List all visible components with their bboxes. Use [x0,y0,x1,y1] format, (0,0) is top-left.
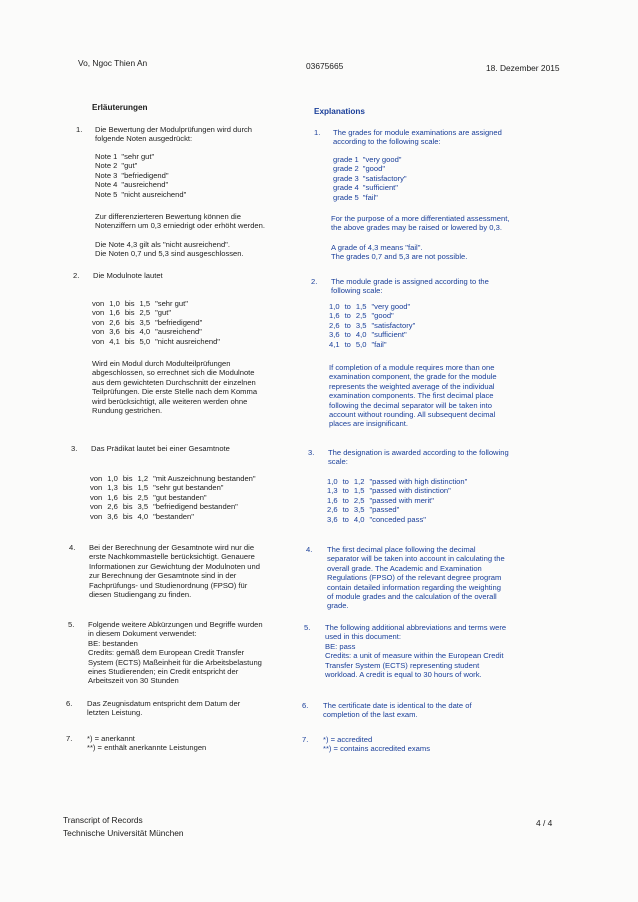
en-s4-number: 4. [306,545,313,554]
table-row: 1,0 to 1,5 "very good" [329,302,411,311]
en-s4-paragraph: The first decimal place following the decimal separator will be taken into account in calculating the overall grade. The Academic and Examination Regulations (FPSO) of the relevant degree program contain detailed information regarding the weighting of module grades and the calculation of the overall grade. [327,545,505,611]
page-number: 4 / 4 [536,818,553,828]
de-grade-row: Note 4 "ausreichend" [95,180,169,190]
table-row: von 3,6 bis 4,0 "ausreichend" [92,327,202,337]
de-grade-row: Note 5 "nicht ausreichend" [95,189,187,199]
de-s6-number: 6. [66,699,73,708]
de-s5-paragraph: Folgende weitere Abkürzungen und Begriffe wurden in diesem Dokument verwendet: BE: bestanden Credits: gemäß dem European Credit Transfer System (ECTS) Maßeinheit für die Arbeitsbelastung eines Studierenden; ein Credit entspricht der Arbeitszeit von 30 Stunden [88,620,263,686]
de-s4-number: 4. [69,543,76,552]
en-s1-number: 1. [314,128,321,137]
de-grade-row: Note 1 "sehr gut" [95,152,155,161]
table-row: von 1,6 bis 2,5 "gut" [92,308,172,318]
en-grade-list [333,155,411,202]
de-s2-intro: Die Modulnote lautet [93,271,163,280]
de-s5-number: 5. [68,620,75,629]
de-s2-number: 2. [73,271,80,280]
table-row: 3,6 to 4,0 "sufficient" [329,330,407,340]
table-row: von 3,6 bis 4,0 "bestanden" [90,511,194,521]
en-s3-number: 3. [308,448,315,457]
table-row: von 1,3 bis 1,5 "sehr gut bestanden" [90,483,224,493]
de-s1-paragraph-1: Zur differenzierteren Bewertung können die Notenziffern um 0,3 erniedrigt oder erhöht werden. [95,212,265,231]
en-s3-intro: The designation is awarded according to the following scale: [328,448,509,467]
de-grade-row: Note 3 "befriedigend" [95,170,169,180]
table-row: 1,3 to 1,5 "passed with distinction" [327,486,451,496]
table-row: von 1,0 bis 1,5 "sehr gut" [92,299,188,308]
de-grade-list [95,152,190,199]
footer-university: Technische Universität München [63,828,184,838]
en-s2-number: 2. [311,277,318,286]
table-row: 2,6 to 3,5 "satisfactory" [329,320,416,330]
table-row: 4,1 to 5,0 "fail" [329,339,387,349]
table-row: von 2,6 bis 3,5 "befriedigend" [92,317,203,327]
en-grade-row: grade 4 "sufficient" [333,183,398,193]
en-s1-paragraph-1: For the purpose of a more differentiated assessment, the above grades may be raised or lowered by 0,3. [331,214,510,233]
table-row: 1,0 to 1,2 "passed with high distinction" [327,477,468,486]
table-row: von 2,6 bis 3,5 "befriedigend bestanden" [90,502,238,512]
de-module-grade-table [92,299,225,346]
footer-document-type: Transcript of Records [63,815,143,825]
student-id: 03675665 [306,61,344,71]
de-s7-paragraph: *) = anerkannt **) = enthält anerkannte Leistungen [87,734,207,753]
en-s6-paragraph: The certificate date is identical to the date of completion of the last exam. [323,701,472,720]
german-title: Erläuterungen [92,103,148,112]
de-s4-paragraph: Bei der Berechnung der Gesamtnote wird nur die erste Nachkommastelle berücksichtigt. Genauere Informationen zur Gewichtung der Modulnoten und zur Berechnung der Gesamtnote sind in der Fachprüfungs- und Studienordnung (FPSO) für diesen Studiengang zu finden. [89,543,260,600]
table-row: von 4,1 bis 5,0 "nicht ausreichend" [92,336,221,346]
en-grade-row: grade 2 "good" [333,164,386,174]
en-s1-intro: The grades for module examinations are assigned according to the following scale: [333,128,502,147]
table-row: 2,6 to 3,5 "passed" [327,505,400,515]
en-s2-intro: The module grade is assigned according to the following scale: [331,277,489,296]
en-s7-paragraph: *) = accredited **) = contains accredited exams [323,735,430,754]
en-grade-row: grade 1 "very good" [333,155,402,164]
table-row: 1,6 to 2,5 "good" [329,311,394,321]
de-s3-intro: Das Prädikat lautet bei einer Gesamtnote [91,444,230,453]
en-s7-number: 7. [302,735,309,744]
en-grade-row: grade 5 "fail" [333,192,378,202]
de-s1-paragraph-2: Die Note 4,3 gilt als "nicht ausreichend". Die Noten 0,7 und 5,3 sind ausgeschlossen. [95,240,244,259]
table-row: 3,6 to 4,0 "conceded pass" [327,514,426,524]
student-name: Vo, Ngoc Thien An [78,58,148,68]
en-s5-paragraph: The following additional abbreviations and terms were used in this document: BE: pass Credits: a unit of measure within the European Credit Transfer System (ECTS) representing student workload. A credit is equal to 30 hours of work. [325,623,507,680]
de-s2-paragraph: Wird ein Modul durch Modulteilprüfungen abgeschlossen, so errechnet sich die Modulnote aus dem gewichteten Durchschnitt der einzelnen Teilprüfungen. Die erste Stelle nach dem Komma wird berücksichtigt, alle weiteren werden ohne Rundung gestrichen. [92,359,258,416]
de-designation-table [90,474,261,521]
en-s6-number: 6. [302,701,309,710]
en-grade-row: grade 3 "satisfactory" [333,173,407,183]
document-date: 18. Dezember 2015 [486,63,560,73]
table-row: 1,6 to 2,5 "passed with merit" [327,495,434,505]
de-s1-number: 1. [76,125,83,134]
en-s1-paragraph-2: A grade of 4,3 means "fail". The grades 0,7 and 5,3 are not possible. [331,243,468,262]
de-s7-number: 7. [66,734,73,743]
de-s6-paragraph: Das Zeugnisdatum entspricht dem Datum der letzten Leistung. [87,699,241,718]
table-row: von 1,0 bis 1,2 "mit Auszeichnung bestanden" [90,474,256,483]
en-s2-paragraph: If completion of a module requires more than one examination component, the grade for the module represents the weighted average of the individual examination components. The first decimal place following the decimal separator will be taken into account without rounding. All subsequent decimal places are insignificant. [329,363,497,429]
en-module-grade-table [329,302,420,349]
english-title: Explanations [314,107,365,116]
de-s1-intro: Die Bewertung der Modulprüfungen wird durch folgende Noten ausgedrückt: [95,125,253,144]
de-grade-row: Note 2 "gut" [95,161,138,171]
de-s3-number: 3. [71,444,78,453]
table-row: von 1,6 bis 2,5 "gut bestanden" [90,492,207,502]
en-designation-table [327,477,472,524]
en-s5-number: 5. [304,623,311,632]
